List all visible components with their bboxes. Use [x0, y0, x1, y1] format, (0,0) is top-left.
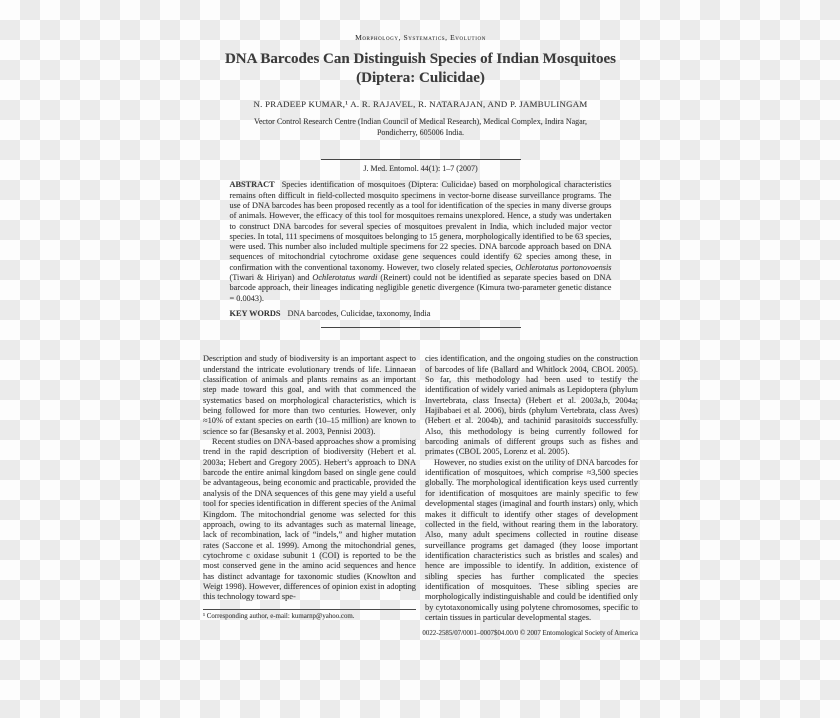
abstract-text-3: (Reinert) could not be identified as separate species based on DNA barcode approach, their lineages indicating negligible genetic divergence (Kimura two-parameter genetic distance = 0.0043).	[229, 273, 612, 303]
title-line-2: (Diptera: Culicidae)	[356, 70, 485, 86]
running-head: Morphology, Systematics, Evolution	[355, 33, 486, 42]
body-paragraph-left-1: Description and study of biodiversity is an important aspect to understand the intricate evolutionary trends of life. Linnaean classification of animals and plants remains as an important step made toward this goal, and with that commenced the systematics based on morphological characteristics, which is being followed for more than two centuries. However, only ≈10% of extant species on earth (10–15 million) are known to science so far (Besansky et al. 2003, Pennisi 2003).	[203, 354, 416, 436]
keywords-line	[230, 309, 612, 318]
copyright-line: 0022-2585/07/0001–0007$04.00/0 © 2007 Entomological Society of America	[422, 630, 638, 638]
affiliation: Vector Control Research Centre (Indian Council of Medical Research), Medical Complex, Indira Nagar, Pondicherry, 605006 India.	[253, 117, 588, 137]
abstract-text-1: Species identification of mosquitoes (Diptera: Culicidae) based on morphological characteristics remains often difficult in field-collected mosquito specimens in vector-borne disease surveillance programs. The use of DNA barcodes has been proposed recently as a tool for identification of the species in many diverse groups of animals. However, the efficacy of this tool for mosquitoes remains unexplored. Hence, a study was undertaken to construct DNA barcodes for several species of mosquitoes prevalent in India, which included major vector species. In total, 111 specimens of mosquitoes belonging to 15 genera, morphologically identified to be 63 species, were used. This number also included multiple specimens for 22 species. DNA barcode approach based on DNA sequences of mitochondrial cytochrome oxidase gene sequences could identify 62 species among these, in confirmation with the conventional taxonomy. However, two closely related species,	[229, 180, 612, 272]
body-paragraph-right-1: cies identification, and the ongoing studies on the construction of barcodes of life (Ballard and Whitlock 2004, CBOL 2005). So far, this methodology had been used to testify the identification of widely varied animals as Lepidoptera (phylum Invertebrata, class Insecta) (Hebert et al. 2003a,b, 2004a; Hajibabaei et al. 2006), birds (phylum Vertebrata, class Aves) (Hebert et al. 2004b), and tachinid parasitoids successfully. Also, this methodology is being currently followed for barcoding animals of different groups such as fishes and primates (CBOL 2005, Lorenz et al. 2005).	[425, 354, 638, 457]
paper-page	[203, 33, 638, 637]
body-paragraph-right-2: However, no studies exist on the utility of DNA barcodes for identification of mosquitoes, which comprise ≈3,500 species globally. The morphological identification keys used currently for identification of mosquitoes are mainly specific to few developmental stages (imaginal and fourth instars) only, which makes it difficult to identify other stages of development collected in the field, without rearing them in the laboratory. Also, many adult specimens collected in routine disease surveillance programs get damaged (they loose important identification characteristics such as bristles and scales) and hence are impossible to identify. In addition, existence of sibling species has further complicated the species identification of mosquitoes. These sibling species are morphologically indistinguishable and could be identified only by cytotaxonomically using polytene chromosomes, specific to certain tissues in particular developmental stages.	[425, 457, 638, 622]
right-column	[425, 354, 638, 623]
body-columns	[203, 354, 638, 623]
journal-citation: J. Med. Entomol. 44(1): 1–7 (2007)	[363, 164, 478, 174]
abstract-species-name-2: Ochlerotatus wardi	[312, 273, 378, 283]
abstract-paragraph	[230, 180, 612, 304]
title-line-1: DNA Barcodes Can Distinguish Species of Indian Mosquitoes	[224, 51, 617, 67]
body-paragraph-left-2: Recent studies on DNA-based approaches show a promising trend in the rapid description of biodiversity (Hebert et al. 2003a; Hebert and Gregory 2005). Hebert’s approach to DNA barcode the entire animal kingdom based on single gene could be advantageous, being economic and practicable, provided the analysis of the DNA sequences of this gene may yield a useful tool for species identification in different species of the Animal Kingdom. The mitochondrial genome was selected for this approach, owing to its advantages such as maternal lineage, lack of recombination, lack of “indels,” and higher mutation rates (Saccone et al. 1999). Among the mitochondrial genes, cytochrome c oxidase subunit 1 (COI) is reported to be the most conserved gene in the amino acid sequences and hence has distinct advantage for taxonomic studies (Knowlton and Weigt 1998). However, differences of opinion exist in adopting this technology toward spe-	[203, 437, 416, 602]
abstract-text-2: (Tiwari & Hiriyan) and	[229, 273, 313, 283]
footnote	[203, 609, 416, 620]
paper-title	[203, 50, 638, 88]
keywords-label: KEY WORDS	[229, 308, 281, 318]
footnote-text: ¹ Corresponding author, e-mail: kumarnp@yahoo.com.	[203, 612, 355, 620]
keywords-text: DNA barcodes, Culicidae, taxonomy, India	[287, 308, 431, 318]
left-column	[203, 354, 416, 623]
divider-rule-bottom	[321, 327, 521, 328]
abstract-label: ABSTRACT	[229, 180, 275, 190]
authors-line: N. PRADEEP KUMAR,¹ A. R. RAJAVEL, R. NATARAJAN, AND P. JAMBULINGAM	[253, 99, 588, 109]
divider-rule-top	[321, 159, 521, 160]
abstract-species-name-1: Ochlerotatus portonovoensis	[515, 262, 612, 272]
